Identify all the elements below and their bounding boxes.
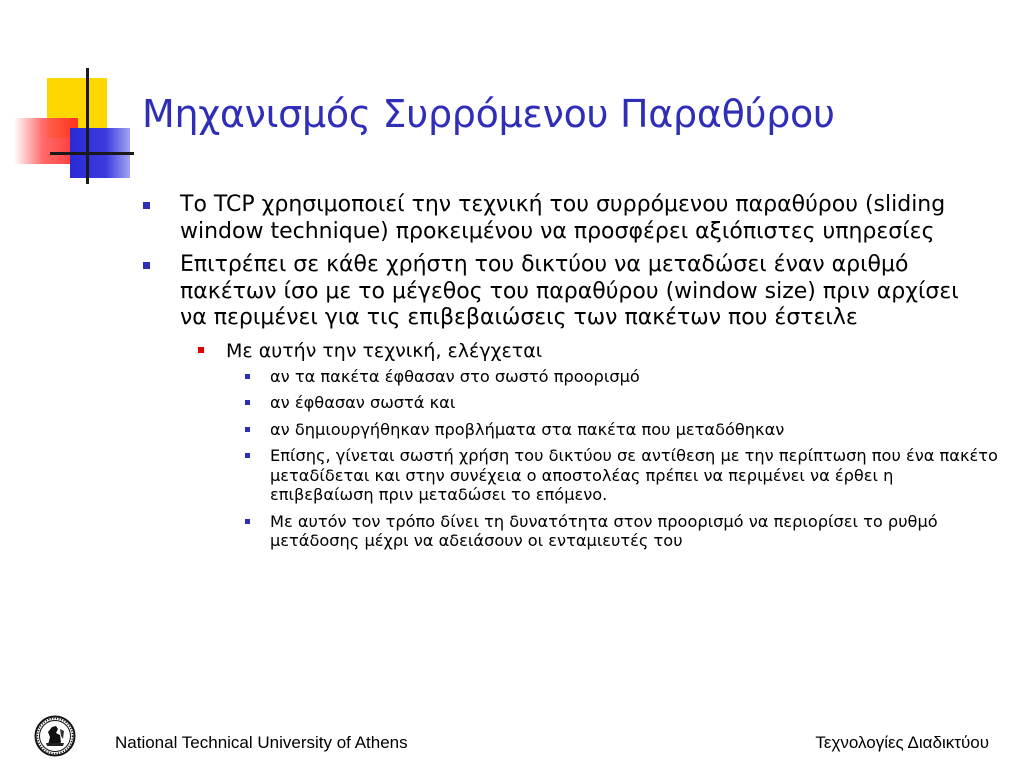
sub-sub-bullet-item-1: [232, 367, 998, 387]
sub-sub-bullet-text: αν τα πακέτα έφθασαν στο σωστό προορισμό: [270, 366, 640, 386]
university-seal-icon: [34, 715, 76, 757]
red-square-decoration: [14, 118, 78, 164]
sub-bullet-item: [186, 339, 1000, 363]
sub-sub-bullet-square-icon: [245, 519, 250, 524]
bullet-square-icon: [143, 262, 150, 269]
bullet-text: Επιτρέπει σε κάθε χρήστη του δικτύου να μεταδώσει έναν αριθμό πακέτων ίσο με το μέγεθος του παραθύρου (window size) πριν αρχίσει να περιμένει για τις επιβεβαιώσεις των πακέτων που έστειλε: [180, 252, 959, 330]
sub-sub-bullet-text: αν δημιουργήθηκαν προβλήματα στα πακέτα που μεταδόθηκαν: [270, 419, 785, 439]
bullet-text: Το TCP χρησιμοποιεί την τεχνική του συρρόμενου παραθύρου (sliding window technique) προκειμένου να προσφέρει αξιόπιστες υπηρεσίες: [180, 192, 946, 244]
sub-bullet-square-icon: [198, 347, 204, 353]
sub-sub-bullet-item-5: [232, 512, 998, 551]
slide-title: Μηχανισμός Συρρόμενου Παραθύρου: [142, 92, 835, 136]
sub-bullet-text: Με αυτήν την τεχνική, ελέγχεται: [226, 339, 543, 362]
sub-sub-bullet-text: Με αυτόν τον τρόπο δίνει τη δυνατότητα στον προορισμό να περιορίσει το ρυθμό μετάδοσης μέχρι να αδειάσουν οι ενταμιευτές του: [270, 511, 938, 550]
sub-sub-bullet-square-icon: [245, 427, 250, 432]
bullet-list: [140, 192, 1000, 558]
sub-sub-bullet-square-icon: [245, 453, 250, 458]
sub-sub-bullet-item-4: [232, 446, 998, 505]
horizontal-line-decoration: [50, 152, 134, 155]
sub-sub-bullet-text: Επίσης, γίνεται σωστή χρήση του δικτύου σε αντίθεση με την περίπτωση που ένα πακέτο μεταδίδεται και στην συνέχεια ο αποστολέας πρέπει να περιμένει να έρθει η επιβεβαίωση πριν μεταδώσει το επόμενο.: [270, 446, 998, 504]
footer-institution: National Technical University of Athens: [115, 733, 408, 752]
sub-sub-bullet-square-icon: [245, 400, 250, 405]
footer-course-title: Τεχνολογίες Διαδικτύου: [815, 733, 989, 752]
bullet-square-icon: [143, 202, 150, 209]
sub-sub-bullet-square-icon: [245, 374, 250, 379]
bullet-item-2: [140, 252, 980, 332]
bullet-item-1: [140, 192, 980, 245]
sub-sub-bullet-text: αν έφθασαν σωστά και: [270, 393, 456, 412]
vertical-line-decoration: [86, 68, 89, 184]
sub-sub-bullet-item-2: [232, 393, 998, 413]
sub-sub-bullet-item-3: [232, 420, 998, 440]
